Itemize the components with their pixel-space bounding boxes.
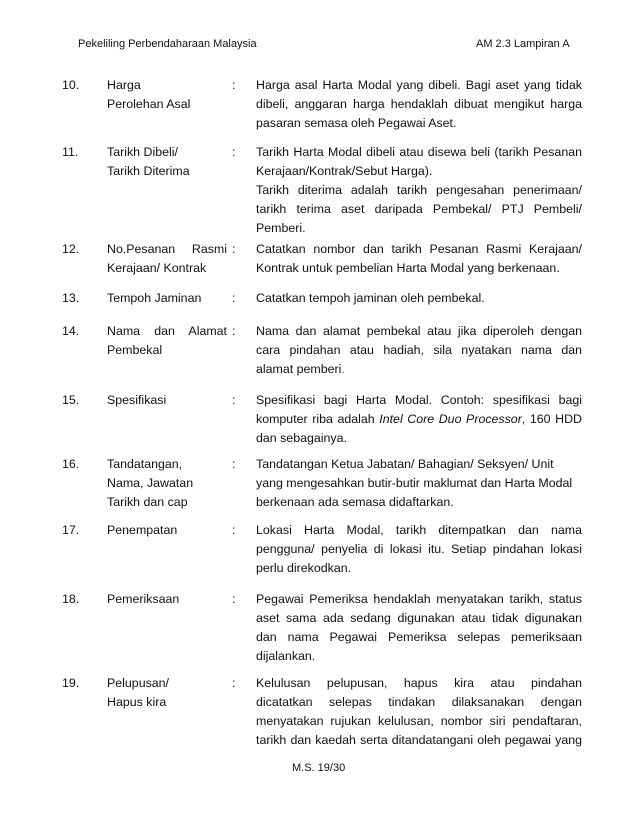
entry-label-line: Kerajaan/ Kontrak (107, 261, 207, 275)
entry-number: 10. (62, 78, 80, 92)
entry-description-line: dibeli, anggaran harga hendaklah dibuat mengikut harga (256, 97, 582, 111)
entry-description-line: dijalankan. (256, 649, 316, 663)
header-title: Pekeliling Perbendaharaan Malaysia (78, 38, 257, 50)
entry-label (107, 391, 227, 410)
entry-description-line: Catatkan tempoh jaminan oleh pembekal. (256, 291, 485, 305)
entry-label-line: Pelupusan/ (107, 676, 170, 690)
entry-colon: : (232, 291, 236, 305)
entry-label (107, 455, 227, 512)
entry-description-text: komputer riba adalah (256, 412, 380, 426)
entry-description-line: Pegawai Pemeriksa hendaklah menyatakan tarikh, status (256, 592, 582, 606)
entry-label (107, 143, 227, 181)
entry-description-line: Kontrak untuk pembelian Harta Modal yang berkenaan. (256, 261, 560, 275)
entry-description-line: menyatakan rujukan kelulusan, nombor siri pendaftaran, (256, 714, 582, 728)
page-number: M.S. 19/30 (292, 762, 346, 774)
entry-description-line: dan nama Pegawai Pemeriksa selepas pemeriksaan (256, 630, 582, 644)
entry-description-line: yang mengesahkan butir-butir maklumat dan Harta Modal (256, 476, 573, 490)
entry-number: 16. (62, 457, 80, 471)
entry-label-line: Penempatan (107, 523, 178, 537)
entry-label-line: Tandatangan, (107, 457, 183, 471)
entry-label-line: Harga (107, 78, 141, 92)
entry-colon: : (232, 393, 236, 407)
entry-description-line: pasaran semasa oleh Pegawai Aset. (256, 116, 457, 130)
entry-label-line: Pemeriksaan (107, 592, 180, 606)
entry-description-line: dicatatkan selepas tindakan dilaksanakan dengan (256, 695, 582, 709)
entry-description (256, 322, 582, 379)
entry-label (107, 674, 227, 712)
entry-colon: : (232, 457, 236, 471)
entry-number: 12. (62, 242, 80, 256)
entry-description-line: Kerajaan/Kontrak/Sebut Harga). (256, 164, 433, 178)
entry-description-line (256, 360, 582, 379)
entry-description (256, 521, 582, 578)
entry-label-line: Perolehan Asal (107, 97, 191, 111)
entry-description-line: Catatkan nombor dan tarikh Pesanan Rasmi Kerajaan/ (256, 242, 582, 256)
entry-colon: : (232, 324, 236, 338)
entry-colon: : (232, 676, 236, 690)
entry-description-line: Harga asal Harta Modal yang dibeli. Bagi aset yang tidak (256, 78, 582, 92)
entry-label-line: Tarikh dan cap (107, 495, 188, 509)
entry-description-text: , 160 HDD (521, 412, 582, 426)
entry-description-line: Tandatangan Ketua Jabatan/ Bahagian/ Seksyen/ Unit (256, 457, 554, 471)
entry-colon: : (232, 523, 236, 537)
entry-number: 15. (62, 393, 80, 407)
entry-label-line: Pembekal (107, 343, 163, 357)
entry-number: 14. (62, 324, 80, 338)
entry-label (107, 590, 227, 609)
entry-description-line: Pemberi. (256, 221, 306, 235)
entry-colon: : (232, 78, 236, 92)
entry-label (107, 521, 227, 540)
entry-description-text: alamat pemberi (256, 362, 342, 376)
entry-description (256, 76, 582, 133)
entry-description (256, 289, 582, 308)
processor-name-italic: Intel Core Duo Processor (379, 412, 522, 426)
entry-label (107, 322, 227, 360)
entry-label-line: No.Pesanan Rasmi (107, 242, 227, 256)
entry-label-line: Nama dan Alamat (107, 324, 227, 338)
entry-label-line: Tarikh Dibeli/ (107, 145, 178, 159)
entry-colon: : (232, 242, 236, 256)
entry-label-line: Spesifikasi (107, 393, 167, 407)
entry-colon: : (232, 145, 236, 159)
entry-label (107, 76, 227, 114)
entry-description (256, 240, 582, 278)
entry-description-line: Tarikh Harta Modal dibeli atau disewa beli (tarikh Pesanan (256, 145, 582, 159)
entry-number: 11. (62, 145, 79, 159)
entry-description (256, 143, 582, 238)
entry-description-line: Nama dan alamat pembekal atau jika diperoleh dengan (256, 324, 582, 338)
entry-description-line: Tarikh diterima adalah tarikh pengesahan penerimaan/ (256, 183, 582, 197)
entry-label-line: Hapus kira (107, 695, 167, 709)
entry-description-line: Lokasi Harta Modal, tarikh ditempatkan dan nama (256, 523, 582, 537)
red-period-mark: . (341, 362, 345, 376)
entry-description-line: berkenaan ada semasa didaftarkan. (256, 495, 454, 509)
entry-number: 19. (62, 676, 80, 690)
entry-number: 13. (62, 291, 80, 305)
entry-description-line: perlu direkodkan. (256, 561, 352, 575)
entry-label-line: Tarikh Diterima (107, 164, 190, 178)
entry-label (107, 289, 227, 308)
entry-description (256, 674, 582, 750)
entry-label-line: Nama, Jawatan (107, 476, 194, 490)
entry-description-line: Kelulusan pelupusan, hapus kira atau pindahan (256, 676, 582, 690)
entry-label-line: Tempoh Jaminan (107, 291, 202, 305)
entry-description-line: tarikh terima aset daripada Pembekal/ PTJ Pembeli/ (256, 202, 582, 216)
entry-description-line: tarikh dan kaedah serta ditandatangani oleh pegawai yang (256, 733, 582, 747)
entry-description-line: aset sama ada sedang digunakan atau tidak digunakan (256, 611, 582, 625)
header-reference: AM 2.3 Lampiran A (476, 38, 570, 50)
entry-description (256, 391, 582, 448)
entry-description-line: pengguna/ penyelia di lokasi itu. Setiap pindahan lokasi (256, 542, 582, 556)
entry-description-line: Spesifikasi bagi Harta Modal. Contoh: spesifikasi bagi (256, 393, 582, 407)
entry-label (107, 240, 227, 278)
entry-number: 18. (62, 592, 80, 606)
entry-description (256, 590, 582, 666)
entry-description-line: dan sebagainya. (256, 431, 347, 445)
entry-number: 17. (62, 523, 80, 537)
entry-description-line (256, 410, 582, 429)
entry-description (256, 455, 582, 512)
entry-colon: : (232, 592, 236, 606)
entry-description-line: cara pindahan atau hadiah, sila nyatakan nama dan (256, 343, 582, 357)
